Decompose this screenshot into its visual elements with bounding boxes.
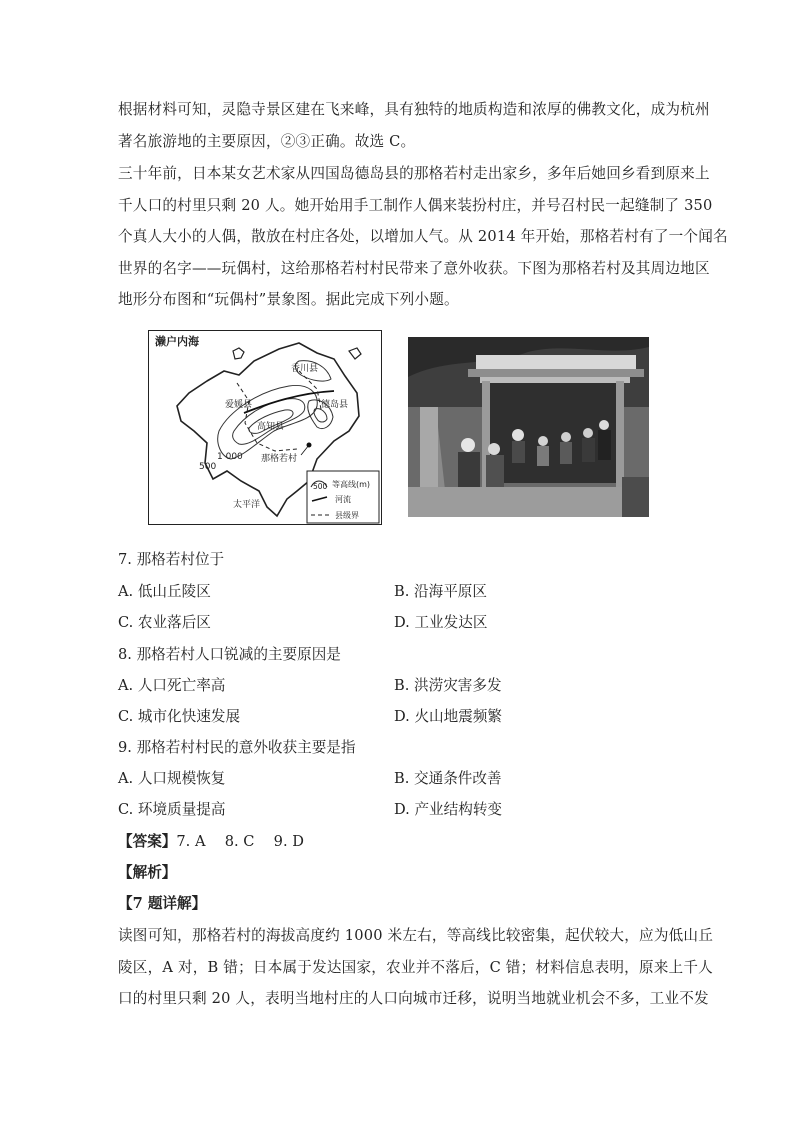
question-9-option-d[interactable]: D. 产业结构转变: [394, 801, 503, 818]
question-8-stem: 8. 那格若村人口锐减的主要原因是: [118, 646, 341, 663]
prefecture-label: 德岛县: [321, 400, 349, 410]
terrain-map-svg: [149, 331, 381, 524]
material-line: 地形分布图和“玩偶村”景象图。据此完成下列小题。: [118, 291, 459, 308]
question-9-stem: 9. 那格若村村民的意外收获主要是指: [118, 739, 356, 756]
question-9-option-a[interactable]: A. 人口规模恢复: [118, 770, 226, 787]
question-7-option-a[interactable]: A. 低山丘陵区: [118, 583, 211, 600]
detail-line: 陵区，A 对，B 错；日本属于发达国家，农业并不落后，C 错；材料信息表明，原来上千人: [118, 958, 713, 976]
island-small: [233, 348, 244, 359]
ocean-label: 太平洋: [233, 500, 261, 510]
question-8-option-d[interactable]: D. 火山地震频繁: [394, 708, 503, 725]
legend-boundary-text: 县级界: [335, 511, 359, 520]
prefecture-label: 爱媛县: [225, 400, 253, 410]
question-7-option-d[interactable]: D. 工业发达区: [394, 614, 488, 631]
legend-contour-value: 500: [313, 482, 328, 491]
question-9-option-c[interactable]: C. 环境质量提高: [118, 801, 226, 818]
legend-river-text: 河流: [335, 495, 351, 504]
doll-village-photo: [408, 337, 649, 517]
answer-label: 【答案】: [118, 833, 177, 850]
answer-text: 7. A 8. C 9. D: [176, 833, 304, 850]
question-7-option-c[interactable]: C. 农业落后区: [118, 614, 211, 631]
county-boundary: [237, 383, 297, 451]
question-7-stem: 7. 那格若村位于: [118, 551, 225, 568]
island-small: [349, 348, 361, 359]
material-line: 千人口的村里只剩 20 人。她开始用手工制作人偶来装扮村庄，并号召村民一起缝制了 350: [118, 196, 713, 214]
contour-line: [314, 409, 327, 422]
prefecture-label: 香川县: [291, 364, 319, 374]
intro-line: 根据材料可知，灵隐寺景区建在飞来峰，具有独特的地质构造和浓厚的佛教文化，成为杭州: [118, 101, 710, 118]
detail-line: 口的村里只剩 20 人，表明当地村庄的人口向城市迁移，说明当地就业机会不多，工业不发: [118, 990, 709, 1007]
contour-label: 500: [199, 462, 217, 472]
material-line: 三十年前，日本某女艺术家从四国岛德岛县的那格若村走出家乡，多年后她回乡看到原来上: [118, 165, 710, 182]
analysis-label: 【解析】: [118, 864, 177, 881]
question-7-option-b[interactable]: B. 沿海平原区: [394, 583, 487, 600]
material-line: 个真人大小的人偶，散放在村庄各处，以增加人气。从 2014 年开始，那格若村有了一个闻名: [118, 228, 728, 245]
intro-paragraph: [118, 94, 710, 157]
detail-line: 读图可知，那格若村的海拔高度约 1000 米左右，等高线比较密集，起伏较大，应为低山丘: [118, 927, 713, 944]
question-9-option-b[interactable]: B. 交通条件改善: [394, 770, 502, 787]
answer-line: [118, 832, 304, 852]
detail-label: 【7 题详解】: [118, 895, 207, 912]
question-8-option-c[interactable]: C. 城市化快速发展: [118, 708, 241, 725]
contour-label: 1 000: [217, 452, 243, 462]
village-label: 那格若村: [261, 454, 298, 464]
sea-label: 濑户内海: [155, 335, 199, 348]
prefecture-label: 高知县: [257, 422, 285, 432]
material-line: 世界的名字——玩偶村，这给那格若村村民带来了意外收获。下图为那格若村及其周边地区: [118, 259, 710, 277]
map-legend: [307, 471, 379, 523]
legend-contour-text: 等高线(m): [332, 480, 371, 489]
terrain-map: [148, 330, 382, 525]
material-paragraph: [118, 158, 728, 316]
detail-paragraph: [118, 920, 713, 1015]
question-8-option-b[interactable]: B. 洪涝灾害多发: [394, 677, 502, 694]
intro-line: 著名旅游地的主要原因，②③正确。故选 C。: [118, 132, 416, 150]
question-8-option-a[interactable]: A. 人口死亡率高: [118, 677, 226, 694]
doll-village-photo-svg: [408, 337, 649, 517]
